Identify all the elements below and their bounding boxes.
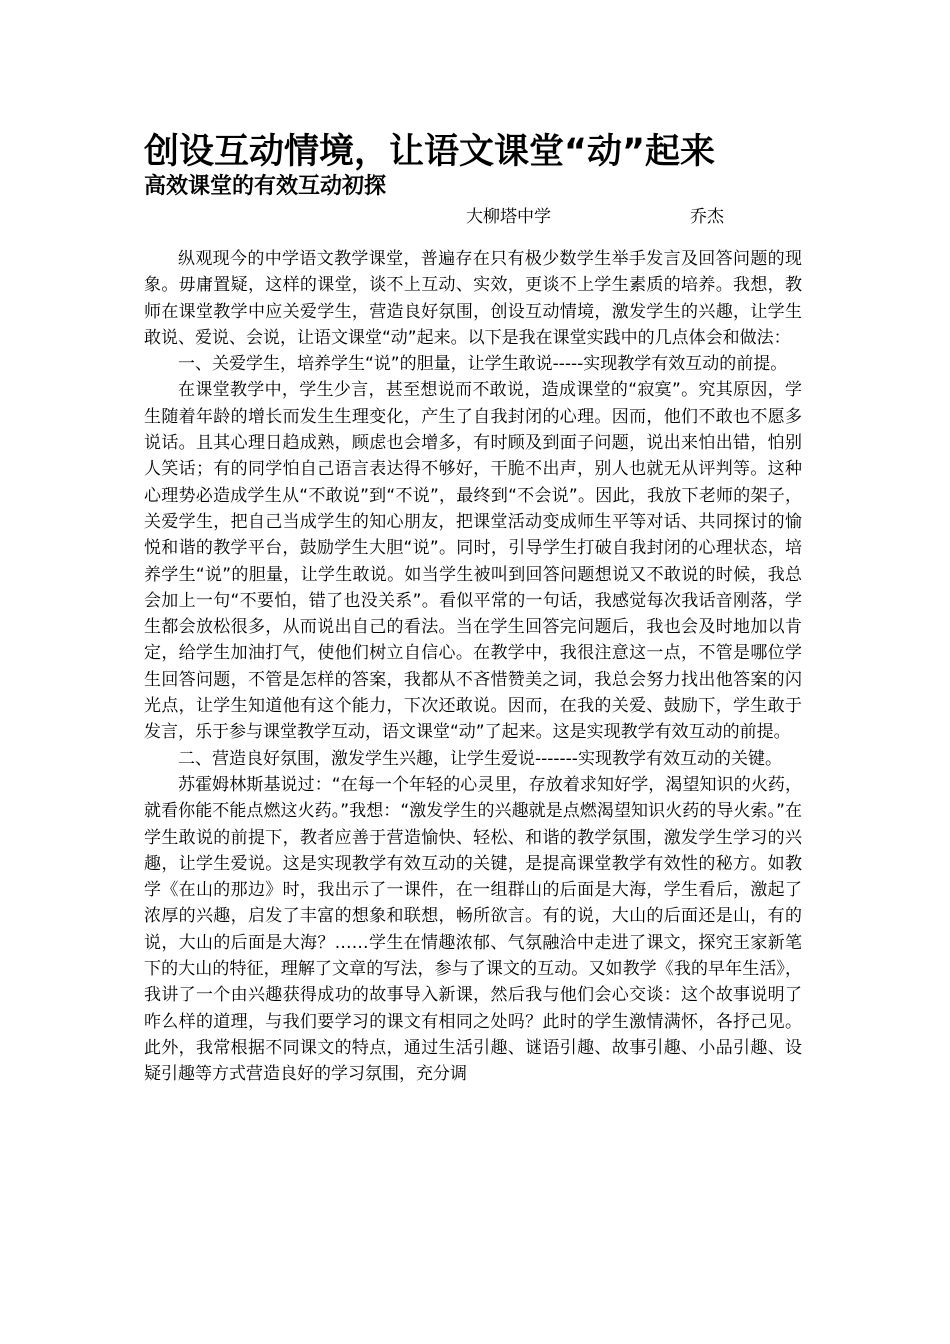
section-heading-2: 二、营造良好氛围，激发学生兴趣，让学生爱说-------实现教学有效互动的关键。 <box>178 748 782 769</box>
author-name: 乔杰 <box>690 207 724 227</box>
paragraph-section-1: 在课堂教学中，学生少言，甚至想说而不敢说，造成课堂的“寂寞”。究其原因，学生随着年龄的增长而发生生理变化，产生了自我封闭的心理。因而，他们不敢也不愿多说话。且其心理日趋成熟，顾虑也会增多，有时顾及到面子问题，说出来怕出错，怕别人笑话；有的同学怕自己语言表达得不够好，干脆不出声，别人也就无从评判等。这种心理势必造成学生从“不敢说”到“不说”，最终到“不会说”。因此，我放下老师的架子，关爱学生，把自己当成学生的知心朋友，把课堂活动变成师生平等对话、共同探讨的愉悦和谐的教学平台，鼓励学生大胆“说”。同时，引导学生打破自我封闭的心理状态，培养学生“说”的胆量，让学生敢说。如当学生被叫到回答问题想说又不敢说的时候，我总会加上一句“不要怕，错了也没关系”。看似平常的一句话，我感觉每次我话音刚落，学生都会放松很多，从而说出自己的看法。当在学生回答完问题后，我也会及时地加以肯定，给学生加油打气，使他们树立自信心。在教学中，我很注意这一点，不管是哪位学生回答问题，不管是怎样的答案，我都从不吝惜赞美之词，我总会努力找出他答案的闪光点，让学生知道他有这个能力，下次还敢说。因而，在我的关爱、鼓励下，学生敢于发言，乐于参与课堂教学互动，语文课堂“动”了起来。这是实现教学有效互动的前提。 <box>144 380 802 743</box>
document-subtitle: 高效课堂的有效互动初探 <box>144 174 387 199</box>
author-school: 大柳塔中学 <box>466 207 551 227</box>
article-body <box>144 246 802 1088</box>
section-heading-1: 一、关爱学生，培养学生“说”的胆量，让学生敢说-----实现教学有效互动的前提。 <box>178 354 788 375</box>
paragraph-section-2: 苏霍姆林斯基说过：“在每一个年轻的心灵里，存放着求知好学，渴望知识的火药，就看你能不能点燃这火药。”我想：“激发学生的兴趣就是点燃渴望知识火药的导火索。”在学生敢说的前提下，教者应善于营造愉快、轻松、和谐的教学氛围，激发学生学习的兴趣，让学生爱说。这是实现教学有效互动的关键，是提高课堂教学有效性的秘方。如教学《在山的那边》时，我出示了一课件，在一组群山的后面是大海，学生看后，激起了浓厚的兴趣，启发了丰富的想象和联想，畅所欲言。有的说，大山的后面还是山，有的说，大山的后面是大海？……学生在情趣浓郁、气氛融洽中走进了课文，探究王家新笔下的大山的特征，理解了文章的写法，参与了课文的互动。又如教学《我的早年生活》，我讲了一个由兴趣获得成功的故事导入新课，然后我与他们会心交谈：这个故事说明了咋么样的道理，与我们要学习的课文有相同之处吗？此时的学生激情满怀，各抒己见。此外，我常根据不同课文的特点，通过生活引趣、谜语引趣、故事引趣、小品引趣、设疑引趣等方式营造良好的学习氛围，充分调 <box>144 774 802 1085</box>
document-page <box>144 132 802 1088</box>
byline <box>144 202 802 232</box>
paragraph-intro: 纵观现今的中学语文教学课堂，普遍存在只有极少数学生举手发言及回答问题的现象。毋庸置疑，这样的课堂，谈不上互动、实效，更谈不上学生素质的培养。我想，教师在课堂教学中应关爱学生，营造良好氛围，创设互动情境，激发学生的兴趣，让学生敢说、爱说、会说，让语文课堂“动”起来。以下是我在课堂实践中的几点体会和做法： <box>144 249 802 348</box>
document-title: 创设互动情境，让语文课堂“动”起来 <box>144 132 716 172</box>
